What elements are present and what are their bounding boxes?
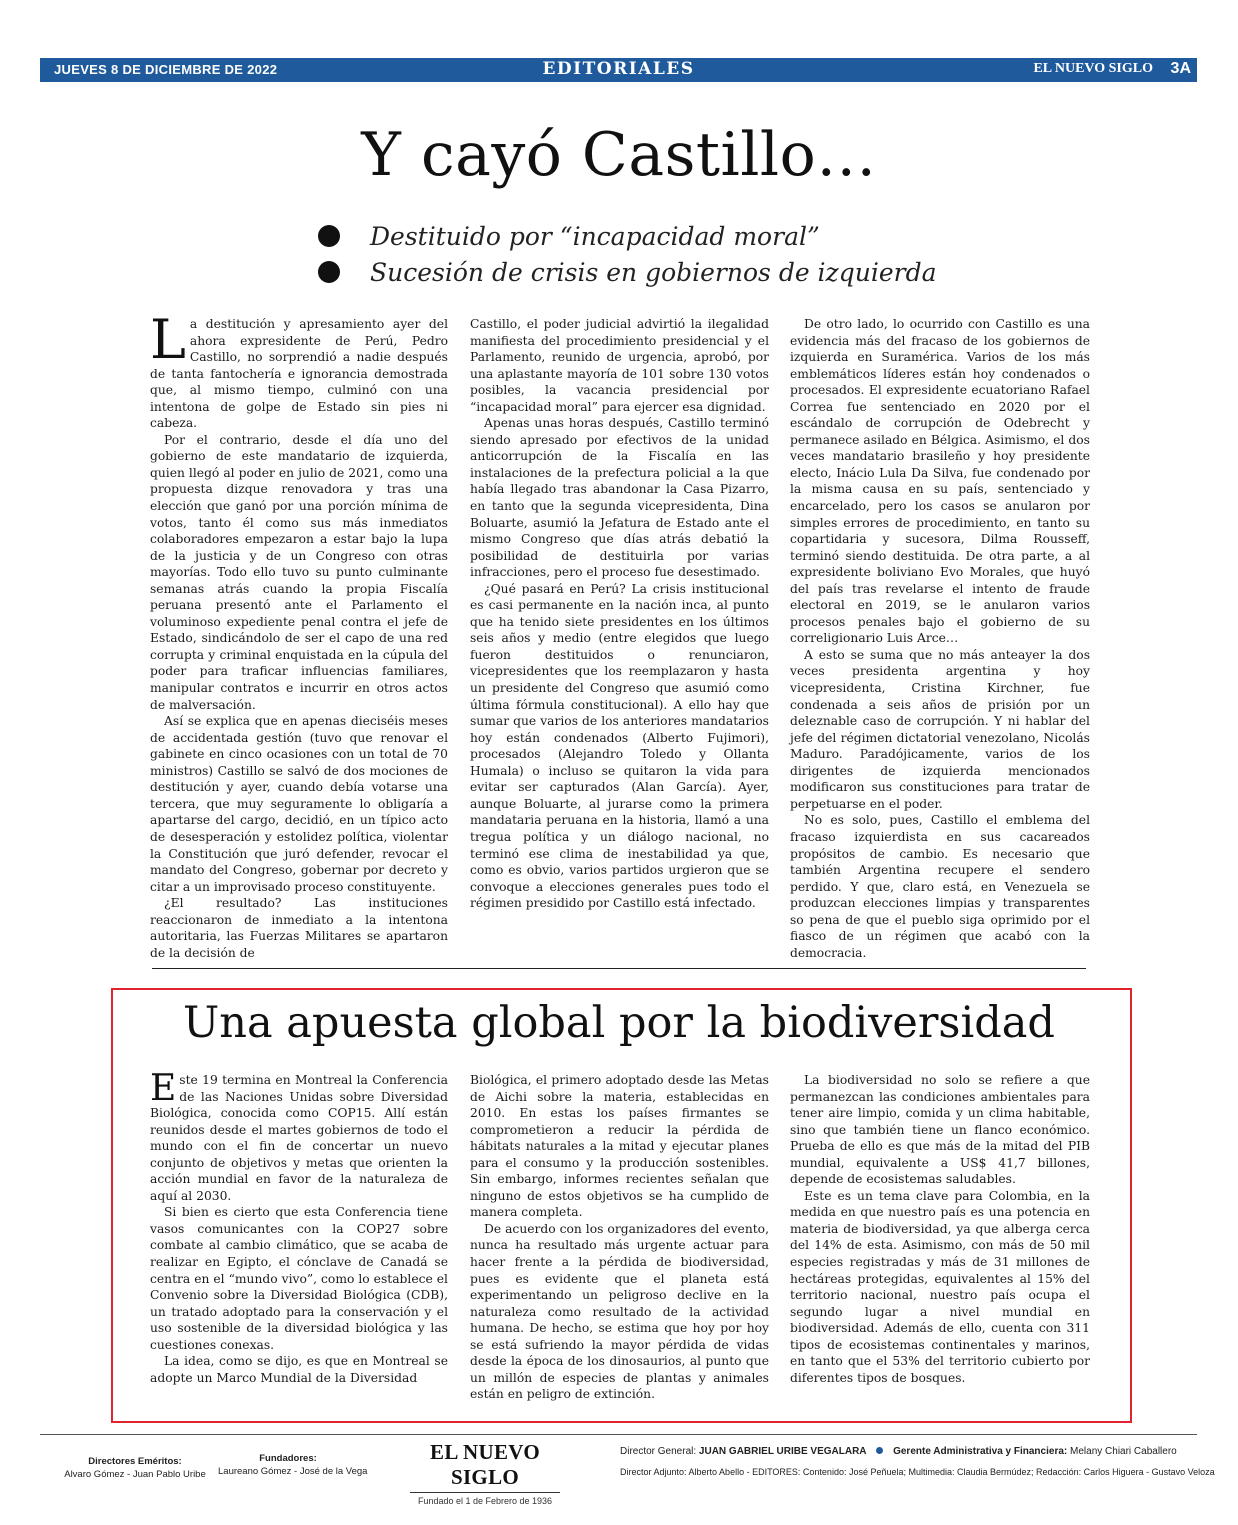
drop-cap: L: [150, 308, 186, 371]
editorial-1-subheads: [318, 218, 936, 290]
footer-staff: Director Adjunto: Alberto Abello - EDITORES: Contenido: José Peñuela; Multimedia: Claudia Bermúdez; Redacción: Carlos Higuera - Gustavo Veloza: [620, 1467, 1215, 1477]
footer-directors: [60, 1456, 210, 1480]
paragraph: [150, 1068, 448, 1204]
editorial-1-column-3: [790, 316, 1090, 960]
paragraph: Apenas unas horas después, Castillo terminó siendo apresado por efectivos de la unidad anticorrupción de la Fiscalía en las instalaciones de la prefectura policial a la que había llegado tras abandonar la Casa Pizarro, en tanto que la segunda vicepresidenta, Dina Boluarte, asumió la Jefatura de Estado ante el mismo Congreso que días atrás debatió la posibilidad de destituirla por varias infracciones, pero el proceso fue desestimado.: [470, 416, 769, 580]
paragraph: ¿Qué pasará en Perú? La crisis institucional es casi permanente en la nación inca, al punto que ha tenido siete presidentes en los últimos seis años y medio (entre elegidos que luego fueron destituidos o renunciaron, vicepresidentes que los reemplazaron y hasta un presidente del Congreso que asumió como última fórmula constitucional). A ello hay que sumar que varios de los anteriores mandatarios hoy están condenados (Alberto Fujimori), procesados (Alejandro Toledo y Ollanta Humala) o incluso se quitaron la vida para evitar ser capturados (Alan García). Ayer, aunque Boluarte, al jurarse como la primera mandataria peruana en la historia, llamó a una tregua política y un diálogo nacional, no terminó ese clima de inestabilidad ya que, como es obvio, varios partidos urgieron que se convoque a elecciones generales pues todo el régimen presidido por Castillo está infectado.: [470, 581, 769, 911]
paragraph: Este es un tema clave para Colombia, en la medida en que nuestro país es una potencia en materia de biodiversidad, ya que alberga cerca del 14% de esta. Asimismo, con más de 50 mil especies registradas y más de 31 millones de hectáreas protegidas, equivalentes al 15% del territorio nacional, nuestro país ocupa el segundo lugar a nivel mundial en biodiversidad. Además de ello, cuenta con 311 tipos de ecosistemas continentales y marinos, en tanto que el 53% del territorio cubierto por diferentes tipos de bosques.: [790, 1188, 1090, 1385]
footer-rule: [40, 1434, 1197, 1435]
directors-names: Alvaro Gómez - Juan Pablo Uribe: [64, 1469, 206, 1480]
founders-names: Laureano Gómez - José de la Vega: [218, 1466, 368, 1477]
footer-logo: [410, 1440, 560, 1506]
section-title: EDITORIALES: [542, 59, 695, 79]
paragraph: De acuerdo con los organizadores del evento, nunca ha resultado más urgente actuar para hacer frente a la pérdida de biodiversidad, pues es evidente que el planeta está experimentando un peligroso declive en la naturaleza como resultado de la actividad humana. De hecho, se estima que hoy por hoy se está sufriendo la mayor pérdida de vidas desde la época de los dinosaurios, al punto que un millón de especies de plantas y animales están en peligro de extinción.: [470, 1221, 769, 1402]
paragraph: Si bien es cierto que esta Conferencia tiene vasos comunicantes con la COP27 sobre combate al cambio climático, que se acaba de realizar en Egipto, el cónclave de Canadá se centra en el “mundo vivo”, como lo establece el Convenio sobre la Diversidad Biológica (CDB), un tratado adoptado para la conservación y el uso sostenible de la diversidad biológica y las cuestiones conexas.: [150, 1205, 448, 1352]
paragraph: Así se explica que en apenas dieciséis meses de accidentada gestión (tuvo que renovar el gabinete en cinco ocasiones con un total de 70 ministros) Castillo se salvó de dos mociones de destitución y ayer, cuando debía votarse una tercera, que muy seguramente lo obligaría a apartarse del cargo, decidió, en un típico acto de desesperación y estolidez política, violentar la Constitución que juró defender, revocar el mandato del Congreso, gobernar por decreto y citar a un improvisado proceso constituyente.: [150, 714, 448, 894]
gerente-label: Gerente Administrativa y Financiera:: [893, 1446, 1068, 1457]
gerente-name: Melany Chiari Caballero: [1070, 1446, 1177, 1457]
paragraph: [150, 308, 448, 432]
section-divider: [152, 968, 1086, 969]
paragraph: La biodiversidad no solo se refiere a que permanezcan las condiciones ambientales para tener aire limpio, comida y un clima habitable, sino que también tiene un flanco económico. Prueba de ello es que más de la mitad del PIB mundial, equivalente a US$ 41,7 billones, depende de ecosistemas saludables.: [790, 1073, 1090, 1187]
paragraph: Biológica, el primero adoptado desde las Metas de Aichi sobre la materia, establecidas en 2010. En estas los países firmantes se comprometieron a reducir la pérdida de hábitats naturales a la mitad y ejecutar planes para el consumo y la producción sostenibles. Sin embargo, informes recientes señalan que ninguno de estos objetivos se ha cumplido de manera completa.: [470, 1073, 769, 1220]
header-bar: [40, 58, 1197, 82]
director-general-label: Director General:: [620, 1446, 697, 1457]
editorial-1-column-1: [150, 308, 448, 960]
director-general-name: JUAN GABRIEL URIBE VEGALARA: [698, 1446, 867, 1457]
page-number: 3A: [1170, 60, 1191, 77]
drop-cap: E: [150, 1068, 177, 1109]
founders-label: Fundadores:: [259, 1453, 317, 1464]
editorial-1-headline: Y cayó Castillo…: [361, 120, 877, 190]
separator-dot-icon: [876, 1447, 883, 1454]
paragraph: No es solo, pues, Castillo el emblema del fracaso izquierdista en sus cacareados propósitos de cambio. Es necesario que también Argentina recupere el sendero perdido. Y que, claro está, en Venezuela se produzcan elecciones limpias y transparentes so pena de que el pueblo siga oprimido por el fiasco de un régimen que acabó con la democracia.: [790, 813, 1090, 960]
paragraph: Castillo, el poder judicial advirtió la ilegalidad manifiesta del procedimiento presidencial y el Parlamento, reunido de urgencia, aprobó, por una aplastante mayoría de 101 sobre 130 votos posibles, la vacancia presidencial por “incapacidad moral” para ejercer esa dignidad.: [470, 317, 769, 414]
subhead-text: Sucesión de crisis en gobiernos de izquierda: [370, 257, 937, 287]
paragraph: ¿El resultado? Las instituciones reaccionaron de inmediato a la intentona autoritaria, las Fuerzas Militares se apartaron de la decisión de: [150, 896, 448, 960]
footer-management: [620, 1446, 1177, 1457]
paper-logo: EL NUEVO SIGLO: [410, 1440, 560, 1493]
editorial-2-column-1: [150, 1068, 448, 1402]
paper-name: EL NUEVO SIGLO: [1033, 61, 1153, 76]
subhead-1: [318, 218, 936, 254]
paragraph: De otro lado, lo ocurrido con Castillo es una evidencia más del fracaso de los gobiernos de izquierda en Suramérica. Varios de los más emblemáticos líderes están hoy condenados o procesados. El expresidente ecuatoriano Rafael Correa fue sentenciado en 2020 por el escándalo de corrupción de Odebrecht y permanece asilado en Bélgica. Asimismo, el dos veces mandatario brasileño y hoy presidente electo, Inácio Lula Da Silva, fue condenado por la misma causa en su país, sentenciado y encarcelado, pero los casos se anularon por simples errores de procedimiento, en tanto su copartidaria y sucesora, Dilma Rousseff, terminó siendo destituida. De otra parte, a al expresidente boliviano Evo Morales, que huyó del país tras revelarse el intento de fraude electoral en 2019, se le anularon varios procesos penales bajo el gobierno de su correligionario Luis Arce…: [790, 317, 1090, 646]
bullet-icon: [318, 225, 340, 247]
paragraph-text: ste 19 termina en Montreal la Conferencia de las Naciones Unidas sobre Diversidad Biológica, conocida como COP15. Allí están reunidos desde el martes gobiernos de todo el mundo con el fin de concertar un nuevo conjunto de objetivos y metas que orienten la acción mundial en favor de la naturaleza de aquí al 2030.: [150, 1073, 448, 1203]
paragraph: Por el contrario, desde el día uno del gobierno de este mandatario de izquierda, quien llegó al poder en julio de 2021, como una propuesta dizque renovadora y tras una elección que ganó por una porción mínima de votos, tanto él como sus más inmediatos colaboradores empezaron a estar bajo la lupa de la justicia y de un Congreso con otras mayorías. Todo ello tuvo su punto culminante semanas atrás cuando la propia Fiscalía peruana presentó ante el Parlamento el voluminoso expediente penal contra el jefe de Estado, sindicándolo de ser el capo de una red corrupta y criminal enquistada en la cúpula del poder para traficar influencias familiares, manipular contratos e incurrir en otros actos de malversación.: [150, 432, 448, 712]
footer-founders: [218, 1453, 368, 1477]
paragraph: La idea, como se dijo, es que en Montreal se adopte un Marco Mundial de la Diversidad: [150, 1354, 448, 1385]
founded-date: Fundado el 1 de Febrero de 1936: [417, 1496, 553, 1506]
issue-date: JUEVES 8 DE DICIEMBRE DE 2022: [54, 62, 278, 77]
subhead-2: [318, 254, 936, 290]
paragraph-text: a destitución y apresamiento ayer del ahora expresidente de Perú, Pedro Castillo, no sorprendió a nadie después de tanta fantochería e ignorancia demostrada que, al mismo tiempo, culminó con una intentona de golpe de Estado sin pies ni cabeza.: [150, 317, 448, 431]
editorial-2-headline: Una apuesta global por la biodiversidad: [183, 998, 1055, 1048]
editorial-2-column-2: [470, 1072, 769, 1402]
editorial-1-column-2: [470, 316, 769, 934]
paragraph: A esto se suma que no más anteayer la dos veces presidenta argentina y hoy vicepresidenta, Cristina Kirchner, fue condenada a seis años de prisión por un deleznable caso de corrupción. Y ni hablar del jefe del régimen dictatorial venezolano, Nicolás Maduro. Paradójicamente, varios de los dirigentes de izquierda mencionados modificaron sus constituciones para tratar de perpetuarse en el poder.: [790, 647, 1090, 811]
editorial-2-column-3: [790, 1072, 1090, 1402]
subhead-text: Destituido por “incapacidad moral”: [370, 221, 820, 251]
bullet-icon: [318, 261, 340, 283]
directors-label: Directores Eméritos:: [88, 1456, 182, 1467]
